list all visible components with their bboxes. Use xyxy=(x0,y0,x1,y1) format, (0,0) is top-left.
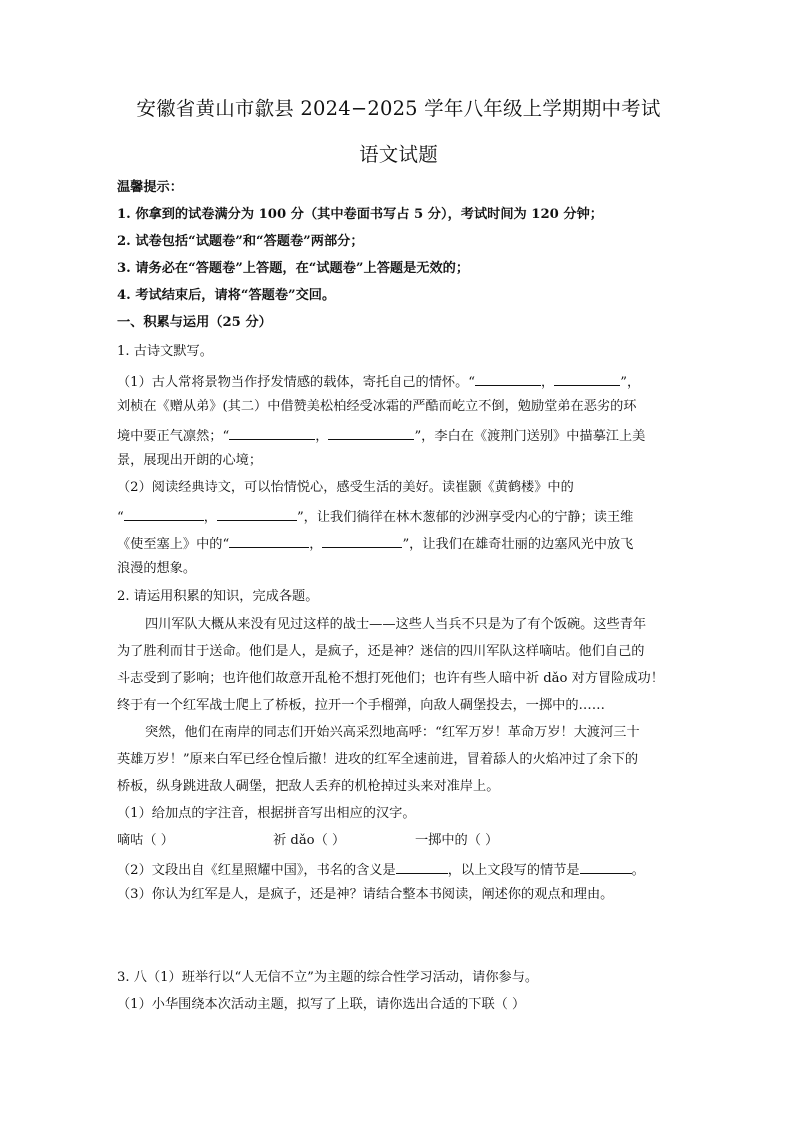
q1-part2-line: 浪漫的想象。 xyxy=(117,561,197,576)
exam-subtitle: 语文试题 xyxy=(359,143,438,166)
answer-blank[interactable] xyxy=(396,859,448,874)
passage-line: 突然，他们在南岸的同志们开始兴高采烈地高呼：“红军万岁！革命万岁！大渡河三十 xyxy=(145,725,640,740)
question-title: 1. 古诗文默写。 xyxy=(117,344,213,359)
tips-heading: 温馨提示： xyxy=(117,180,183,195)
question-title: 2. 请运用积累的知识，完成各题。 xyxy=(117,589,319,604)
q1-part1-line: 刘桢在《赠从弟》(其二）中借赞美松柏经受冰霜的严酷而屹立不倒，勉励堂弟在恶劣的环 xyxy=(117,399,637,414)
passage-line: 终于有一个红军战士爬上了桥板，拉开一个手榴弹，向敌人碉堡投去，一掷中的…… xyxy=(117,698,605,713)
q1-part1-line: （1）古人常将景物当作抒发情感的载体，寄托自己的情怀。“ ， ”， xyxy=(117,371,680,392)
q1-part1-line: 境中要正气凛然；“ ， ”，李白在《渡荆门送别》中描摹江上美 xyxy=(117,425,680,446)
answer-blank[interactable] xyxy=(229,425,315,440)
passage-line: 英雄万岁！”原来白军已经仓惶后撤！进攻的红军全速前进，冒着舔人的火焰冲过了余下的 xyxy=(117,752,639,767)
answer-blank[interactable] xyxy=(554,371,620,386)
sub-question: （1）给加点的字注音，根据拼音写出相应的汉字。 xyxy=(117,806,416,821)
pinyin-item: 一掷中的（ ） xyxy=(415,833,499,848)
passage-line: 斗志受到了影响；也许他们故意开乱枪不想打死他们；也许有些人暗中祈 dǎo 对方冒险成功！ xyxy=(117,671,664,686)
passage-line: 桥板，纵身跳进敌人碉堡，把敌人丢弃的机枪掉过头来对准岸上。 xyxy=(117,779,500,794)
question-title: 3. 八（1）班举行以“人无信不立”为主题的综合性学习活动，请你参与。 xyxy=(117,970,539,985)
pinyin-item: 祈 dǎo（ ） xyxy=(273,833,346,848)
tip-item: 4. 考试结束后，请将“答题卷”交回。 xyxy=(117,288,336,303)
tip-item: 3. 请务必在“答题卷”上答题，在“试题卷”上答题是无效的； xyxy=(117,261,470,276)
sub-question: （3）你认为红军是人，是疯子，还是神？请结合整本书阅读，阐述你的观点和理由。 xyxy=(117,887,614,902)
tip-item: 2. 试卷包括“试题卷”和“答题卷”两部分； xyxy=(117,234,364,249)
q1-part1-line: 景，展现出开朗的心境； xyxy=(117,453,263,468)
q1-part2-line: （2）阅读经典诗文，可以怡情悦心，感受生活的美好。读崔颢《黄鹤楼》中的 xyxy=(117,480,574,495)
q1-part2-line: “ ， ”，让我们徜徉在林木葱郁的沙洲享受内心的宁静；读王维 xyxy=(117,506,680,527)
answer-blank[interactable] xyxy=(124,506,204,521)
exam-title: 安徽省黄山市歙县 2024−2025 学年八年级上学期期中考试 xyxy=(136,97,661,120)
tip-item: 1. 你拿到的试卷满分为 100 分（其中卷面书写占 5 分），考试时间为 120 分钟； xyxy=(117,207,603,222)
answer-blank[interactable] xyxy=(217,506,297,521)
passage-line: 四川军队大概从来没有见过这样的战士——这些人当兵不只是为了有个饭碗。这些青年 xyxy=(145,617,647,632)
passage-line: 为了胜利而甘于送命。他们是人，是疯子，还是神？迷信的四川军队这样嘀咕。他们自己的 xyxy=(117,644,645,659)
section-heading: 一、积累与运用（25 分） xyxy=(117,315,272,330)
answer-blank[interactable] xyxy=(328,425,414,440)
answer-blank[interactable] xyxy=(580,859,632,874)
answer-blank[interactable] xyxy=(475,371,541,386)
pinyin-item: 嘀咕（ ） xyxy=(117,833,174,848)
sub-question: （2）文段出自《红星照耀中国》，书名的含义是 ，以上文段写的情节是 。 xyxy=(117,859,680,880)
q1-part2-line: 《使至塞上》中的“ ， ”，让我们在雄奇壮丽的边塞风光中放飞 xyxy=(117,533,680,554)
answer-blank[interactable] xyxy=(229,533,309,548)
pinyin-row xyxy=(117,832,680,850)
sub-question: （1）小华围绕本次活动主题，拟写了上联，请你选出合适的下联（ ） xyxy=(117,997,526,1012)
answer-blank[interactable] xyxy=(322,533,402,548)
